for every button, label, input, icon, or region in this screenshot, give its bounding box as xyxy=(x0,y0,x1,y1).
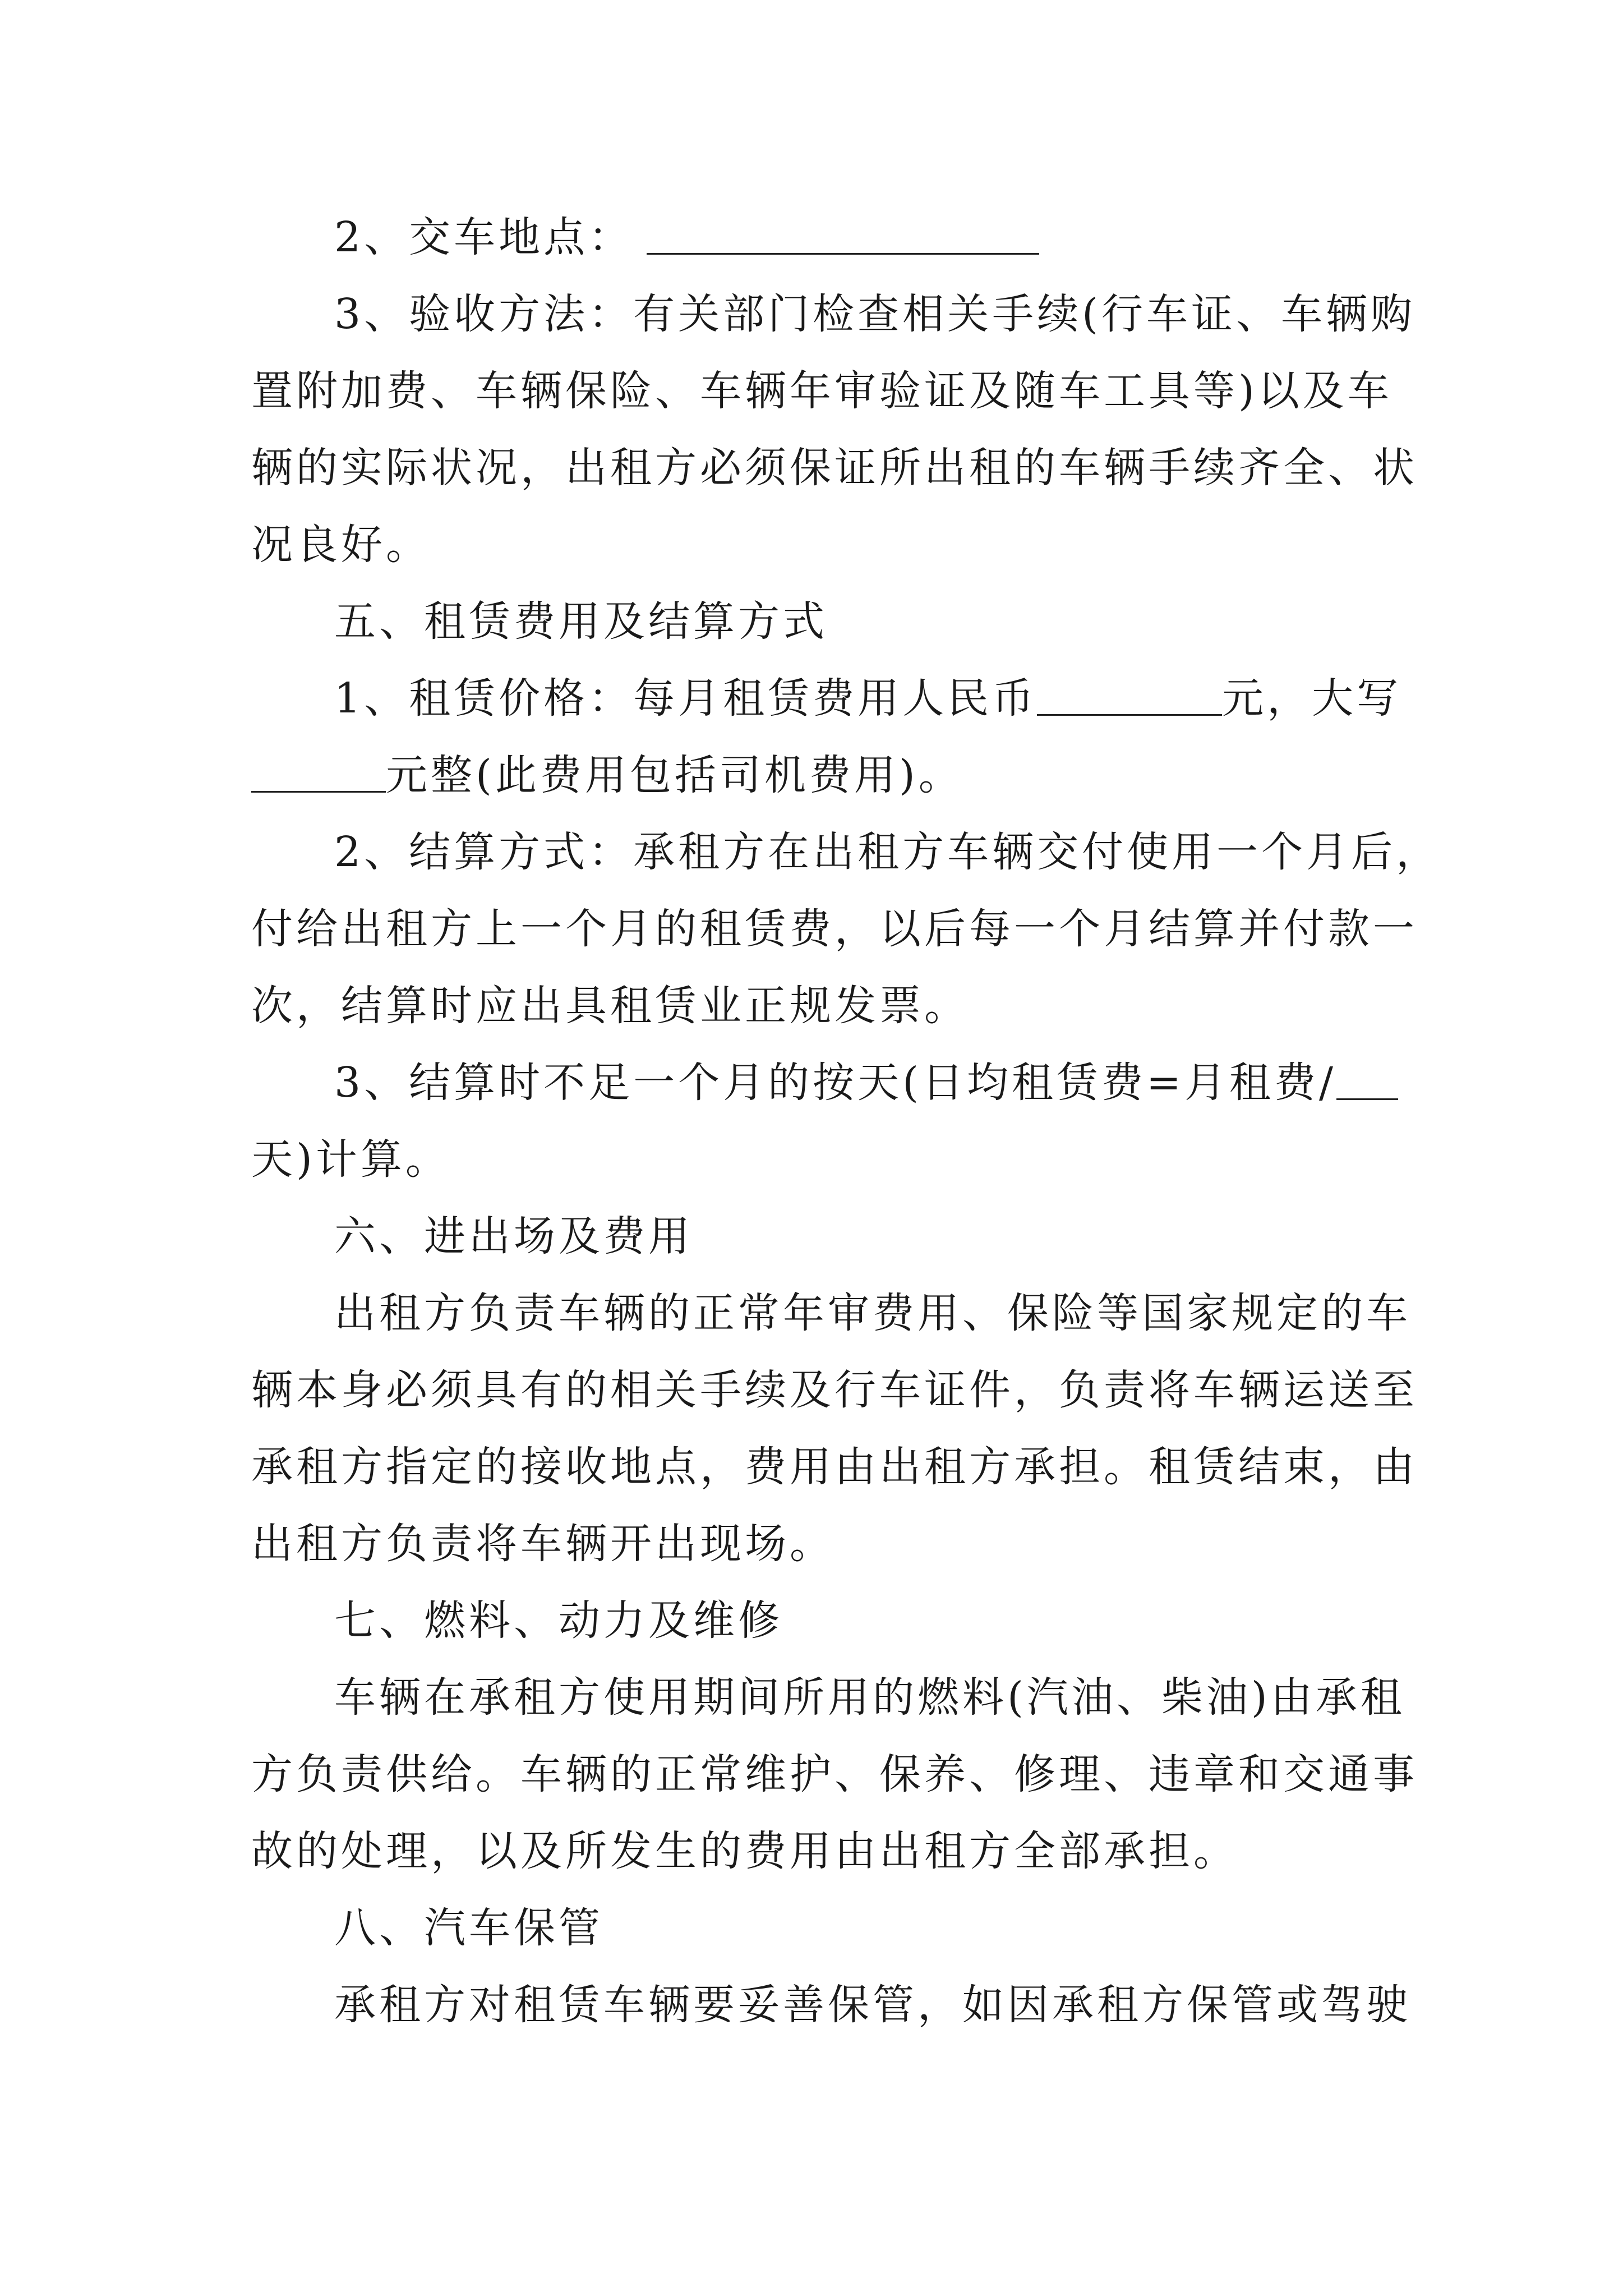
monthly-fee-blank xyxy=(1037,673,1222,716)
section-heading-custody: 八、汽车保管 xyxy=(334,1904,603,1952)
rental-price-note: 元整(此费用包括司机费用)。 xyxy=(386,751,963,799)
paragraph-line: 况良好。 xyxy=(251,521,431,569)
paragraph-line: 辆的实际状况，出租方必须保证所出租的车辆手续齐全、状 xyxy=(251,444,1418,492)
paragraph-line: 故的处理，以及所发生的费用由出租方全部承担。 xyxy=(251,1827,1238,1875)
paragraph-line: 2、结算方式：承租方在出租方车辆交付使用一个月后， xyxy=(334,828,1441,876)
clause-rental-price xyxy=(251,660,1402,737)
paragraph-line: 方负责供给。车辆的正常维护、保养、修理、违章和交通事 xyxy=(251,1750,1418,1798)
paragraph-line: 付给出租方上一个月的租赁费，以后每一个月结算并付款一 xyxy=(251,905,1418,953)
section-heading-fees: 五、租赁费用及结算方式 xyxy=(334,597,828,646)
paragraph-line: 3、验收方法：有关部门检查相关手续(行车证、车辆购 xyxy=(334,290,1415,338)
amount-in-words-blank xyxy=(251,749,386,793)
paragraph-line: 车辆在承租方使用期间所用的燃料(汽油、柴油)由承租 xyxy=(334,1673,1405,1722)
rental-price-unit: 元，大写 xyxy=(1222,674,1402,723)
delivery-location-label: 2、交车地点： xyxy=(334,213,634,261)
paragraph-line: 置附加费、车辆保险、车辆年审验证及随车工具等)以及车 xyxy=(251,367,1393,415)
paragraph-line: 辆本身必须具有的相关手续及行车证件，负责将车辆运送至 xyxy=(251,1366,1418,1414)
clause-daily-rate xyxy=(251,1045,1390,1121)
section-heading-entry-exit: 六、进出场及费用 xyxy=(334,1212,693,1260)
paragraph-line: 天)计算。 xyxy=(251,1135,450,1184)
clause-delivery-location xyxy=(251,199,1390,276)
days-blank xyxy=(1336,1057,1398,1100)
paragraph-line: 出租方负责车辆的正常年审费用、保险等国家规定的车 xyxy=(334,1289,1411,1337)
rental-price-label: 1、租赁价格：每月租赁费用人民币 xyxy=(334,674,1038,723)
clause-rental-price-upper xyxy=(251,737,1390,814)
daily-rate-text: 3、结算时不足一个月的按天(日均租赁费=月租费/ xyxy=(334,1059,1336,1107)
section-heading-fuel-repair: 七、燃料、动力及维修 xyxy=(334,1596,783,1645)
paragraph-line: 承租方对租赁车辆要妥善保管，如因承租方保管或驾驶 xyxy=(334,1981,1411,2029)
delivery-location-blank xyxy=(647,211,1039,255)
document-page xyxy=(251,199,1441,2044)
paragraph-line: 次，结算时应出具租赁业正规发票。 xyxy=(251,982,969,1030)
paragraph-line: 出租方负责将车辆开出现场。 xyxy=(251,1520,834,1568)
paragraph-line: 承租方指定的接收地点，费用由出租方承担。租赁结束，由 xyxy=(251,1443,1418,1491)
